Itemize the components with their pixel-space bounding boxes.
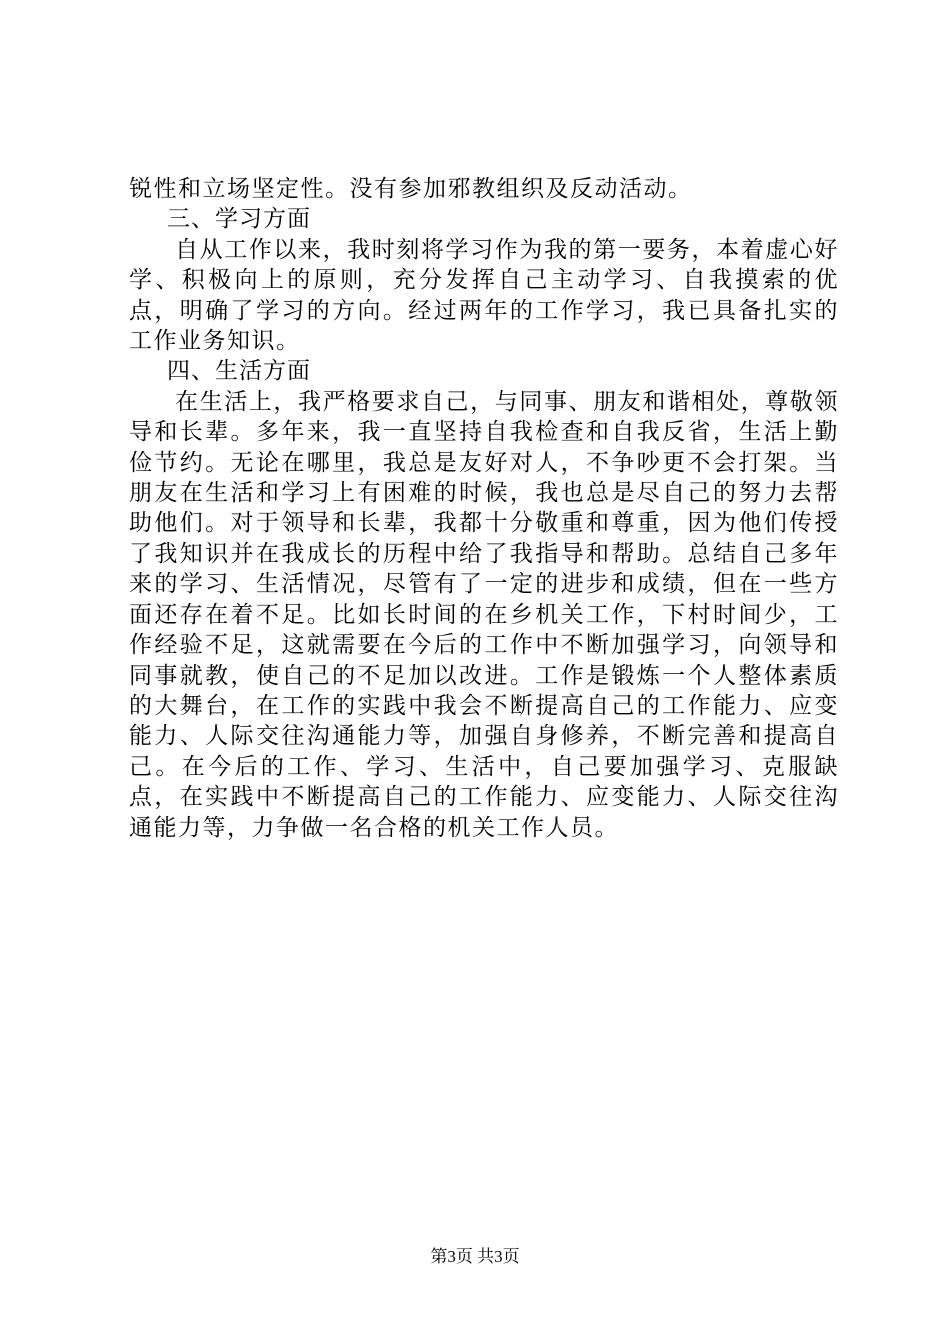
- section-heading-life: 四、生活方面: [167, 358, 311, 385]
- page-footer: 第3页 共3页: [430, 1247, 520, 1266]
- paragraph-life: 在生活上，我严格要求自己，与同事、朋友和谐相处，尊敬领导和长辈。多年来，我一直坚持自我检查和自我反省，生活上勤俭节约。无论在哪里，我总是友好对人，不争吵更不会打架。当朋友在生活和学习上有困难的时候，我也总是尽自己的努力去帮助他们。对于领导和长辈，我都十分敬重和尊重，因为他们传授了我知识并在我成长的历程中给了我指导和帮助。总结自己多年来的学习、生活情况，尽管有了一定的进步和成绩，但在一些方面还存在着不足。比如长时间的在乡机关工作，下村时间少，工作经验不足，这就需要在今后的工作中不断加强学习，向领导和同事就教，使自己的不足加以改进。工作是锻炼一个人整体素质的大舞台，在工作的实践中我会不断提高自己的工作能力、应变能力、人际交往沟通能力等，加强自身修养，不断完善和提高自己。在今后的工作、学习、生活中，自己要加强学习、克服缺点，在实践中不断提高自己的工作能力、应变能力、人际交往沟通能力等，力争做一名合格的机关工作人员。: [129, 388, 839, 841]
- document-body: [129, 174, 839, 843]
- section-heading-study: 三、学习方面: [167, 206, 311, 233]
- paragraph-study: 自从工作以来，我时刻将学习作为我的第一要务，本着虚心好学、积极向上的原则，充分发挥自己主动学习、自我摸索的优点，明确了学习的方向。经过两年的工作学习，我已具备扎实的工作业务知识。: [129, 236, 839, 355]
- paragraph-continuation: 锐性和立场坚定性。没有参加邪教组织及反动活动。: [129, 176, 693, 202]
